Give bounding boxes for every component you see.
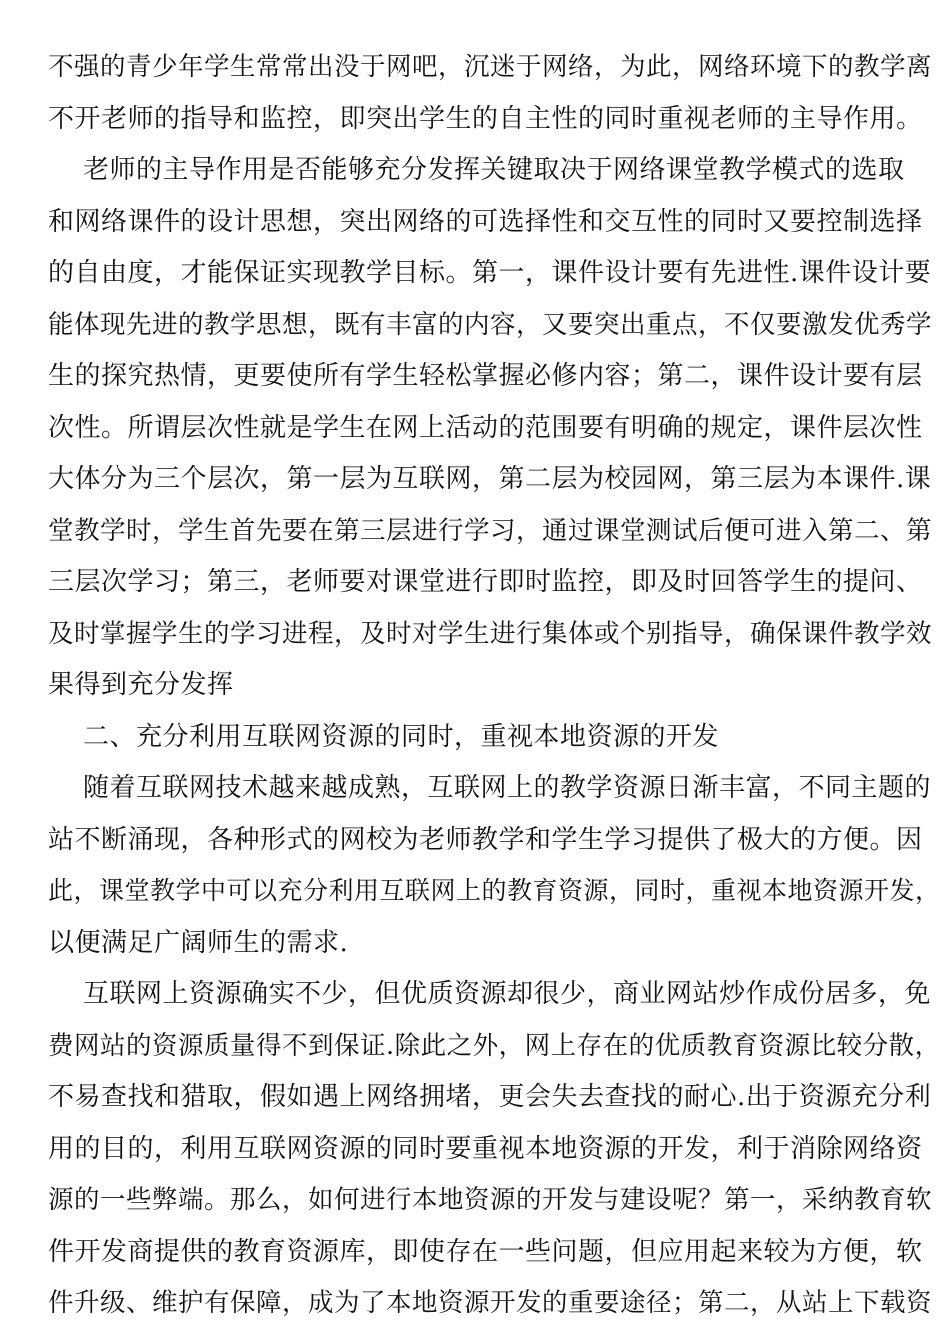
text-line: 三层次学习；第三，老师要对课堂进行即时监控，即及时回答学生的提问、 xyxy=(48,567,923,597)
text-line: 不强的青少年学生常常出没于网吧，沉迷于网络，为此，网络环境下的教学离 xyxy=(48,52,933,82)
section-heading: 二、充分利用互联网资源的同时，重视本地资源的开发 xyxy=(48,721,720,752)
text-line: 站不断涌现，各种形式的网校为老师教学和学生学习提供了极大的方便。因 xyxy=(48,824,923,855)
text-line: 随着互联网技术越来越成熟，互联网上的教学资源日渐丰富，不同主题的 xyxy=(48,773,932,803)
text-line: 的自由度，才能保证实现教学目标。第一，课件设计要有先进性.课件设计要 xyxy=(48,258,932,288)
text-line: 此，课堂教学中可以充分利用互联网上的教育资源，同时，重视本地资源开发， xyxy=(48,876,941,905)
text-line: 次性。所谓层次性就是学生在网上活动的范围要有明确的规定，课件层次性 xyxy=(48,412,923,443)
text-line: 互联网上资源确实不少，但优质资源却很少，商业网站炒作成份居多，免 xyxy=(48,979,932,1009)
text-line: 大体分为三个层次，第一层为互联网，第二层为校园网，第三层为本课件.课 xyxy=(48,464,932,494)
text-line: 以便满足广阔师生的需求. xyxy=(48,927,349,958)
text-line: 费网站的资源质量得不到保证.除此之外，网上存在的优质教育资源比较分散， xyxy=(48,1030,941,1061)
text-line: 源的一些弊端。那么，如何进行本地资源的开发与建设呢？第一，采纳教育软 xyxy=(48,1185,933,1215)
text-line: 不易查找和猎取，假如遇上网络拥堵，更会失去查找的耐心.出于资源充分利 xyxy=(48,1082,932,1112)
text-line: 和网络课件的设计思想，突出网络的可选择性和交互性的同时又要控制选择 xyxy=(48,206,923,237)
text-line: 老师的主导作用是否能够充分发挥关键取决于网络课堂教学模式的选取 xyxy=(48,155,905,185)
text-line: 不开老师的指导和监控，即突出学生的自主性的同时重视老师的主导作用。 xyxy=(48,103,923,134)
text-line: 用的目的，利用互联网资源的同时要重视本地资源的开发，利于消除网络资 xyxy=(48,1133,923,1164)
text-line: 及时掌握学生的学习进程，及时对学生进行集体或个别指导，确保课件教学效 xyxy=(48,618,933,649)
text-line: 件开发商提供的教育资源库，即使存在一些问题，但应用起来较为方便，软 xyxy=(48,1236,923,1267)
text-line: 能体现先进的教学思想，既有丰富的内容，又要突出重点，不仅要激发优秀学 xyxy=(48,309,933,340)
text-line: 生的探究热情，更要使所有学生轻松掌握必修内容；第二，课件设计要有层 xyxy=(48,361,923,391)
text-line: 件升级、维护有保障，成为了本地资源开发的重要途径；第二，从站上下载资 xyxy=(48,1288,933,1318)
text-line: 堂教学时，学生首先要在第三层进行学习，通过课堂测试后便可进入第二、第 xyxy=(48,515,933,546)
text-line: 果得到充分发挥 xyxy=(48,670,234,700)
